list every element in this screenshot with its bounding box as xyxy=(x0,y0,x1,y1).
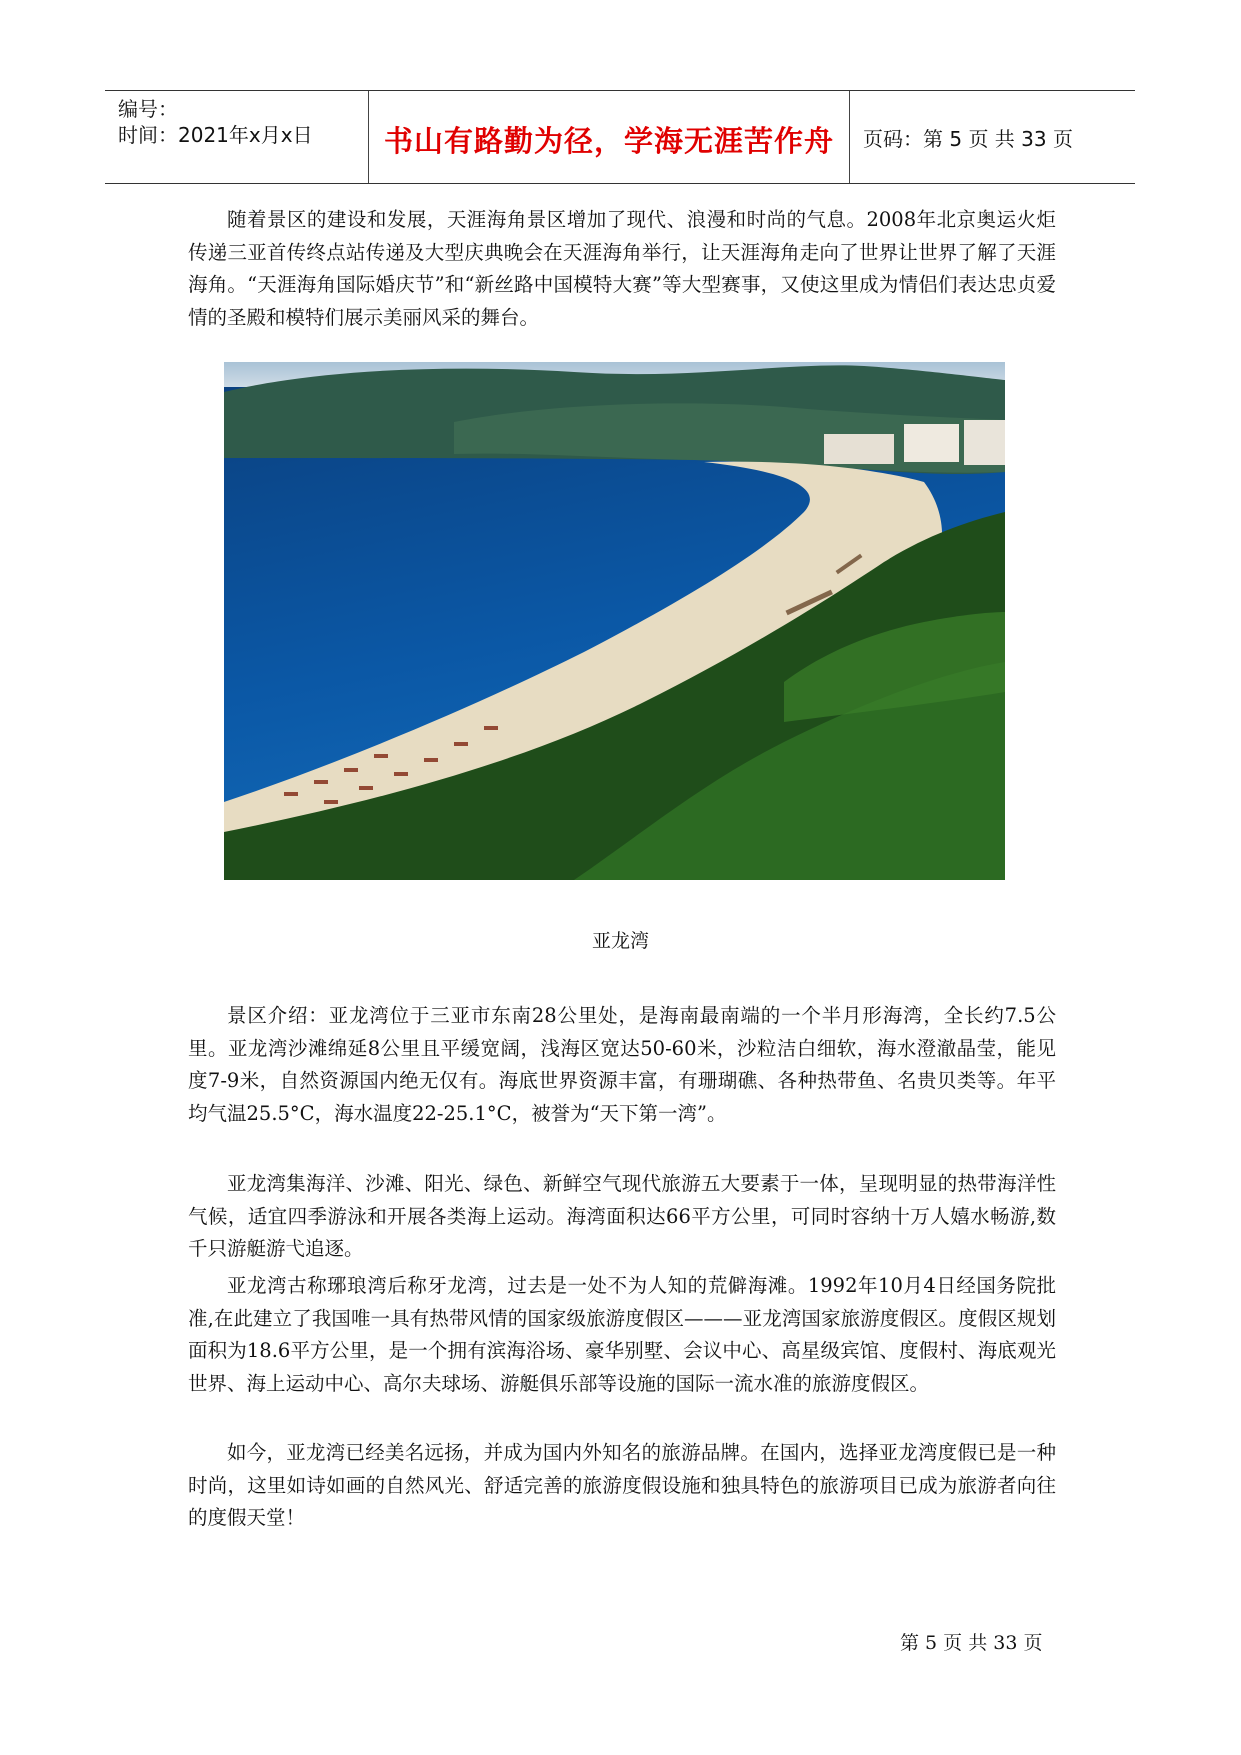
paragraph-yalong-intro: 景区介绍：亚龙湾位于三亚市东南28公里处，是海南最南端的一个半月形海湾，全长约7.5公里。亚龙湾沙滩绵延8公里且平缓宽阔，浅海区宽达50-60米，沙粒洁白细软，海水澄澈晶莹，能见度7-9米，自然资源国内绝无仅有。海底世界资源丰富，有珊瑚礁、各种热带鱼、名贵贝类等。年平均气温25.5°C，海水温度22-25.1°C，被誉为“天下第一湾”。 xyxy=(188,1004,1056,1125)
bay-illustration xyxy=(224,362,1005,880)
paragraph-yalong-history: 亚龙湾古称琊琅湾后称牙龙湾，过去是一处不为人知的荒僻海滩。1992年10月4日经国务院批准,在此建立了我国唯一具有热带风情的国家级旅游度假区———亚龙湾国家旅游度假区。度假区规划面积为18.6平方公里，是一个拥有滨海浴场、豪华别墅、会议中心、高星级宾馆、度假村、海底观光世界、海上运动中心、高尔夫球场、游艇俱乐部等设施的国际一流水准的旅游度假区。 xyxy=(188,1274,1056,1395)
photo-caption: 亚龙湾 xyxy=(591,930,649,952)
page-header xyxy=(105,90,1135,184)
date-line: 时间：2021年x月x日 xyxy=(118,123,313,147)
page-footer: 第 5 页 共 33 页 xyxy=(900,1632,1043,1654)
paragraph-yalong-elements: 亚龙湾集海洋、沙滩、阳光、绿色、新鲜空气现代旅游五大要素于一体，呈现明显的热带海洋性气候，适宜四季游泳和开展各类海上运动。海湾面积达66平方公里，可同时容纳十万人嬉水畅游,数千只游艇游弋追逐。 xyxy=(188,1172,1056,1260)
header-right-cell xyxy=(850,91,1135,183)
serial-label: 编号： xyxy=(118,97,178,121)
yalong-bay-photo xyxy=(224,362,1005,880)
header-left-cell xyxy=(105,91,369,183)
page-info: 页码：第 5 页 共 33 页 xyxy=(863,127,1073,151)
motto-text: 书山有路勤为径，学海无涯苦作舟 xyxy=(383,124,834,158)
paragraph-yalong-today: 如今，亚龙湾已经美名远扬，并成为国内外知名的旅游品牌。在国内，选择亚龙湾度假已是一种时尚，这里如诗如画的自然风光、舒适完善的旅游度假设施和独具特色的旅游项目已成为旅游者向往的度假天堂！ xyxy=(188,1441,1056,1529)
paragraph-intro: 随着景区的建设和发展，天涯海角景区增加了现代、浪漫和时尚的气息。2008年北京奥运火炬传递三亚首传终点站传递及大型庆典晚会在天涯海角举行，让天涯海角走向了世界让世界了解了天涯海角。“天涯海角国际婚庆节”和“新丝路中国模特大赛”等大型赛事，又使这里成为情侣们表达忠贞爱情的圣殿和模特们展示美丽风采的舞台。 xyxy=(188,208,1056,329)
header-motto-cell xyxy=(369,91,850,183)
